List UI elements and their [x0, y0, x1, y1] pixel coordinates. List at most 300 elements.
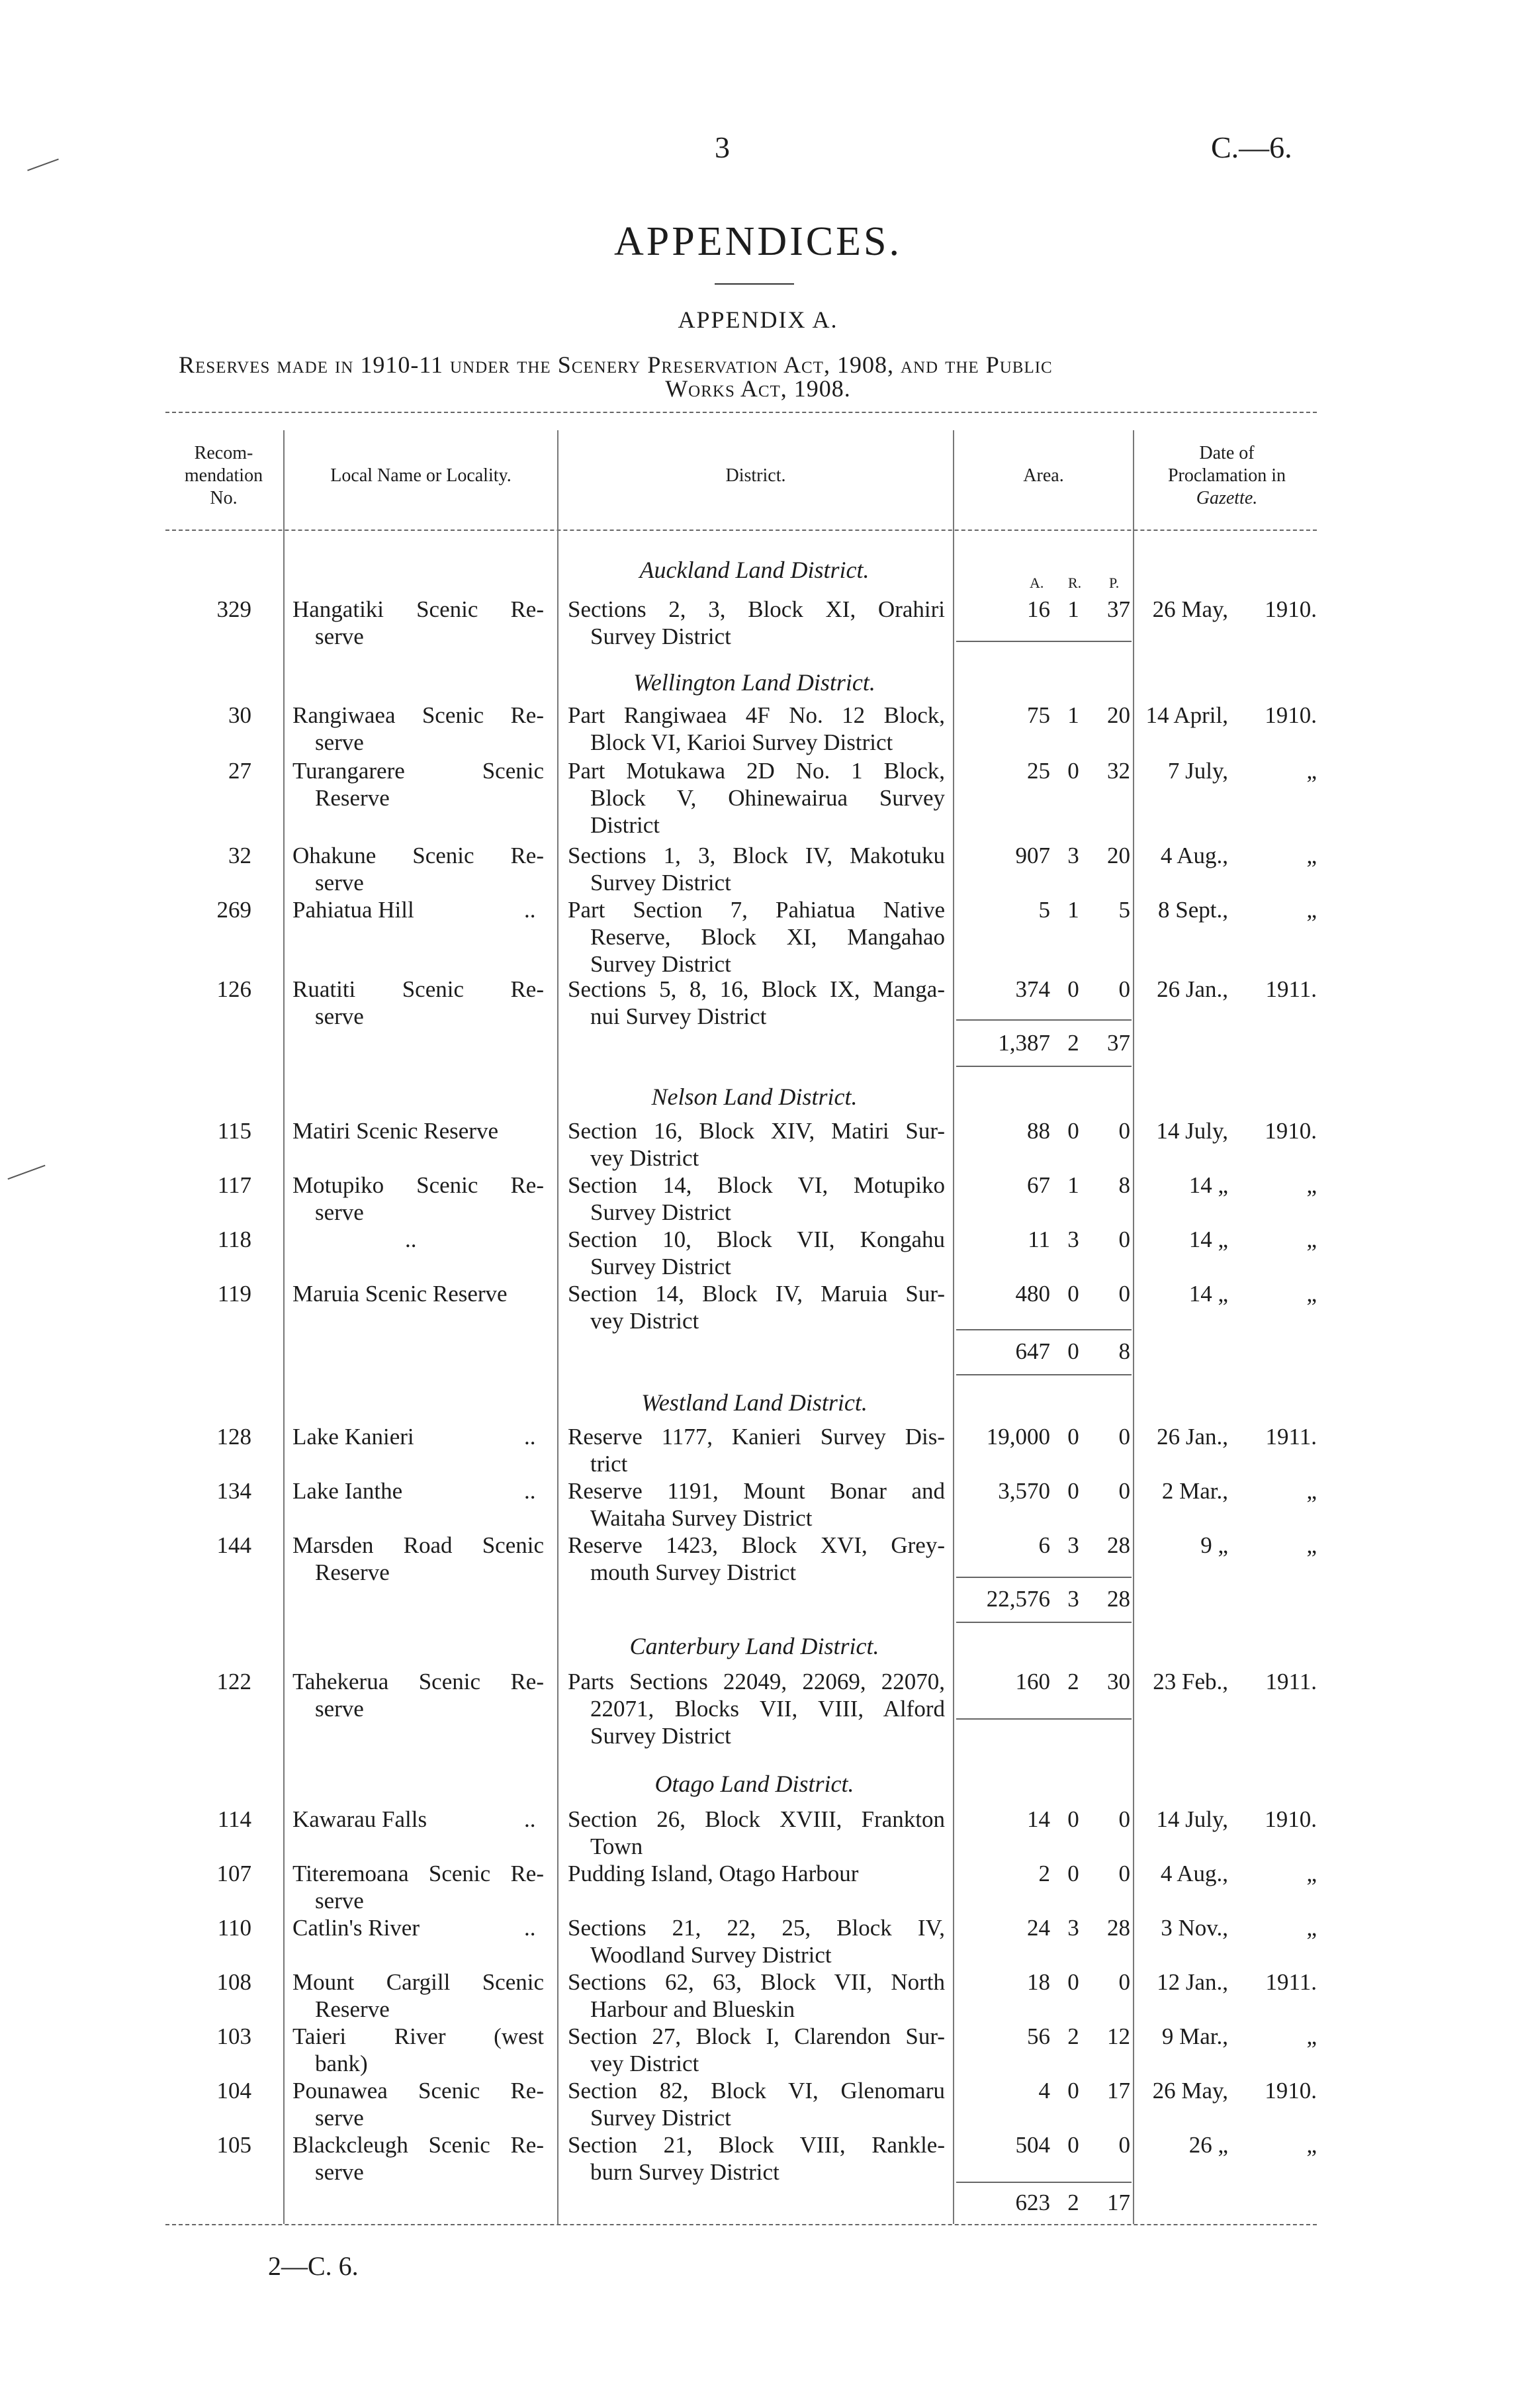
area-roods: 0 — [1067, 1861, 1079, 1886]
proclamation-year: 1910. — [1265, 1118, 1317, 1144]
recommendation-number: 128 — [216, 1424, 251, 1450]
margin-mark — [7, 1165, 45, 1180]
district-line: Survey District — [590, 2105, 731, 2131]
area-acres: 14 — [1027, 1806, 1050, 1832]
area-roods: 0 — [1067, 758, 1079, 784]
leader-dots: .. — [524, 1806, 536, 1832]
district-line: trict — [590, 1451, 628, 1477]
locality-line: Turangarere Scenic — [292, 758, 544, 784]
leader-dots: .. — [524, 1915, 536, 1941]
district-line: District — [590, 812, 660, 838]
district-description — [568, 702, 945, 756]
header-bottom-rule — [165, 530, 1317, 531]
recommendation-number: 126 — [216, 976, 251, 1002]
total-rule — [956, 1718, 1132, 1720]
proclamation-year: 1911. — [1265, 1669, 1317, 1694]
area-perches: 0 — [1118, 2132, 1130, 2158]
proclamation-year: 1910. — [1265, 2078, 1317, 2104]
area-acres: 88 — [1027, 1118, 1050, 1144]
locality-line: Lake Ianthe — [292, 1478, 403, 1504]
locality-line: Ruatiti Scenic Re- — [292, 976, 544, 1002]
district-line: Part Section 7, Pahiatua Native — [568, 897, 945, 923]
area-perches: 37 — [1107, 596, 1130, 622]
district-line: Parts Sections 22049, 22069, 22070, — [568, 1669, 945, 1694]
locality-name — [292, 1117, 544, 1144]
locality-line: serve — [315, 2105, 364, 2131]
total-perches: 28 — [1107, 1586, 1130, 1612]
area-acres: 5 — [1038, 897, 1050, 923]
district-line: Survey District — [590, 624, 731, 649]
locality-name — [292, 1806, 544, 1833]
district-line: Reserve, Block XI, Mangahao — [590, 924, 945, 950]
area-acres: 24 — [1027, 1915, 1050, 1941]
proclamation-date: 4 Aug., — [1160, 843, 1228, 868]
district-description — [568, 1806, 945, 1860]
locality-line: Titeremoana Scenic Re- — [292, 1861, 544, 1886]
locality-name — [292, 2131, 544, 2186]
locality-line: serve — [315, 624, 364, 649]
district-line: Block VI, Karioi Survey District — [590, 729, 893, 755]
district-description — [568, 1532, 945, 1586]
title-rule — [715, 283, 794, 285]
area-roods: 3 — [1067, 843, 1079, 868]
column-separator — [953, 430, 954, 2224]
locality-line: serve — [315, 729, 364, 755]
district-line: Sections 5, 8, 16, Block IX, Manga- — [568, 976, 945, 1002]
header-locality: Local Name or Locality. — [330, 465, 512, 486]
district-description — [568, 1860, 945, 1887]
column-separator — [1133, 430, 1134, 2224]
locality-line: serve — [315, 1199, 364, 1225]
unit-roods: R. — [1068, 575, 1082, 591]
proclamation-year: „ — [1306, 758, 1317, 784]
total-perches: 8 — [1118, 1338, 1130, 1364]
area-acres: 11 — [1028, 1227, 1050, 1252]
locality-line: serve — [315, 2159, 364, 2185]
proclamation-year: „ — [1306, 1478, 1317, 1504]
district-line: Woodland Survey District — [590, 1942, 832, 1968]
total-roods: 0 — [1067, 1338, 1079, 1364]
proclamation-date: 9 Mar., — [1161, 2023, 1228, 2049]
district-line: Section 16, Block XIV, Matiri Sur- — [568, 1118, 945, 1144]
district-line: vey District — [590, 1308, 699, 1334]
district-description — [568, 842, 945, 896]
unit-perches: P. — [1109, 575, 1120, 591]
area-perches: 20 — [1107, 702, 1130, 728]
proclamation-year: „ — [1306, 1861, 1317, 1886]
recommendation-number: 32 — [228, 843, 251, 868]
caption-line-1: Reserves made in 1910-11 under the Scenery Preservation Act, 1908, and the Public — [179, 351, 1053, 378]
district-line: Section 21, Block VIII, Rankle- — [568, 2132, 945, 2158]
column-separator — [557, 430, 558, 2224]
total-acres: 623 — [1015, 2190, 1050, 2215]
district-line: Survey District — [590, 951, 731, 977]
page-number: 3 — [715, 130, 730, 164]
proclamation-year: 1910. — [1265, 596, 1317, 622]
area-perches: 5 — [1118, 897, 1130, 923]
recommendation-number: 114 — [217, 1806, 251, 1832]
area-roods: 0 — [1067, 976, 1079, 1002]
locality-name — [292, 702, 544, 756]
total-rule — [956, 1577, 1132, 1578]
locality-name — [292, 596, 544, 650]
locality-line: Lake Kanieri — [292, 1424, 414, 1450]
table-bottom-rule — [165, 2224, 1317, 2225]
area-acres: 67 — [1027, 1172, 1050, 1198]
area-perches: 32 — [1107, 758, 1130, 784]
total-perches: 17 — [1107, 2190, 1130, 2215]
total-rule — [956, 1374, 1132, 1375]
proclamation-date: 23 Feb., — [1153, 1669, 1228, 1694]
area-perches: 0 — [1118, 1806, 1130, 1832]
area-perches: 0 — [1118, 1118, 1130, 1144]
area-roods: 0 — [1067, 1806, 1079, 1832]
page-footer: 2—C. 6. — [268, 2251, 359, 2281]
district-line: vey District — [590, 1145, 699, 1171]
recommendation-number: 27 — [228, 758, 251, 784]
locality-name — [292, 1280, 544, 1307]
district-description — [568, 757, 945, 839]
leader-dots: .. — [405, 1227, 417, 1252]
recommendation-number: 30 — [228, 702, 251, 728]
area-acres: 56 — [1027, 2023, 1050, 2049]
total-acres: 1,387 — [998, 1030, 1050, 1056]
district-line: burn Survey District — [590, 2159, 780, 2185]
district-description — [568, 1226, 945, 1280]
area-perches: 28 — [1107, 1915, 1130, 1941]
locality-line: serve — [315, 1888, 364, 1914]
recommendation-number: 115 — [217, 1118, 251, 1144]
locality-line: Matiri Scenic Reserve — [292, 1118, 499, 1144]
locality-name — [292, 1172, 544, 1226]
total-rule — [956, 1622, 1132, 1623]
locality-name — [292, 1423, 544, 1450]
area-roods: 1 — [1067, 702, 1079, 728]
proclamation-date: 14 April, — [1145, 702, 1228, 728]
total-rule — [956, 1329, 1132, 1330]
district-description — [568, 1914, 945, 1968]
area-perches: 0 — [1118, 976, 1130, 1002]
proclamation-year: 1910. — [1265, 1806, 1317, 1832]
locality-line: Pounawea Scenic Re- — [292, 2078, 544, 2104]
district-line: Pudding Island, Otago Harbour — [568, 1861, 859, 1886]
proclamation-date: 14 July, — [1156, 1118, 1228, 1144]
leader-dots: .. — [524, 897, 536, 923]
proclamation-date: 26 May, — [1152, 596, 1228, 622]
locality-line: serve — [315, 870, 364, 896]
total-acres: 22,576 — [986, 1586, 1050, 1612]
district-line: Section 27, Block I, Clarendon Sur- — [568, 2023, 945, 2049]
proclamation-year: „ — [1306, 1532, 1317, 1558]
district-description — [568, 596, 945, 650]
area-acres: 907 — [1015, 843, 1050, 868]
district-line: vey District — [590, 2051, 699, 2076]
area-perches: 12 — [1107, 2023, 1130, 2049]
total-rule — [956, 1019, 1132, 1021]
proclamation-date: 14 July, — [1156, 1806, 1228, 1832]
district-line: Sections 62, 63, Block VII, North — [568, 1969, 945, 1995]
area-roods: 2 — [1067, 1669, 1079, 1694]
area-acres: 75 — [1027, 702, 1050, 728]
proclamation-date: 9 „ — [1200, 1532, 1228, 1558]
district-heading: Westland Land District. — [641, 1389, 868, 1416]
district-line: Survey District — [590, 1199, 731, 1225]
district-description — [568, 976, 945, 1030]
district-line: Reserve 1177, Kanieri Survey Dis- — [568, 1424, 945, 1450]
recommendation-number: 269 — [216, 897, 251, 923]
area-acres: 3,570 — [998, 1478, 1050, 1504]
area-roods: 0 — [1067, 1424, 1079, 1450]
locality-name — [292, 1914, 544, 1941]
recommendation-number: 122 — [216, 1669, 251, 1694]
total-roods: 2 — [1067, 1030, 1079, 1056]
area-perches: 8 — [1118, 1172, 1130, 1198]
area-roods: 3 — [1067, 1532, 1079, 1558]
locality-line: Kawarau Falls — [292, 1806, 427, 1832]
locality-name — [292, 2077, 544, 2131]
locality-line: serve — [315, 1003, 364, 1029]
area-roods: 0 — [1067, 1969, 1079, 1995]
district-line: nui Survey District — [590, 1003, 767, 1029]
district-line: Survey District — [590, 1254, 731, 1279]
area-roods: 0 — [1067, 2132, 1079, 2158]
locality-line: Ohakune Scenic Re- — [292, 843, 544, 868]
proclamation-year: „ — [1306, 1915, 1317, 1941]
district-heading: Canterbury Land District. — [629, 1633, 879, 1659]
total-roods: 3 — [1067, 1586, 1079, 1612]
recommendation-number: 134 — [216, 1478, 251, 1504]
proclamation-year: 1911. — [1265, 1969, 1317, 1995]
document-reference: C.—6. — [1211, 130, 1292, 164]
header-date: Date of Proclamation in Gazette. — [1167, 443, 1286, 508]
total-acres: 647 — [1015, 1338, 1050, 1364]
locality-name — [292, 1860, 544, 1914]
area-acres: 18 — [1027, 1969, 1050, 1995]
recommendation-number: 144 — [216, 1532, 251, 1558]
area-roods: 2 — [1067, 2023, 1079, 2049]
recommendation-number: 108 — [216, 1969, 251, 1995]
area-perches: 30 — [1107, 1669, 1130, 1694]
district-description — [568, 1423, 945, 1477]
district-line: Sections 21, 22, 25, Block IV, — [568, 1915, 945, 1941]
district-description — [568, 1117, 945, 1172]
recommendation-number: 329 — [216, 596, 251, 622]
area-acres: 19,000 — [986, 1424, 1050, 1450]
district-description — [568, 1968, 945, 2023]
district-description — [568, 1172, 945, 1226]
proclamation-year: „ — [1306, 843, 1317, 868]
area-perches: 20 — [1107, 843, 1130, 868]
proclamation-date: 26 May, — [1152, 2078, 1228, 2104]
proclamation-year: 1910. — [1265, 702, 1317, 728]
total-rule — [956, 2182, 1132, 2183]
proclamation-year: „ — [1306, 2023, 1317, 2049]
district-description — [568, 2131, 945, 2186]
locality-line: Mount Cargill Scenic — [292, 1969, 544, 1995]
area-roods: 0 — [1067, 1118, 1079, 1144]
proclamation-date: 2 Mar., — [1161, 1478, 1228, 1504]
area-perches: 28 — [1107, 1532, 1130, 1558]
proclamation-year: 1911. — [1265, 976, 1317, 1002]
proclamation-date: 26 „ — [1188, 2132, 1228, 2158]
area-roods: 1 — [1067, 897, 1079, 923]
appendix-heading: APPENDIX A. — [678, 306, 838, 333]
proclamation-date: 3 Nov., — [1161, 1915, 1228, 1941]
header-district: District. — [725, 465, 786, 486]
district-heading: Wellington Land District. — [633, 669, 875, 696]
locality-name — [292, 1532, 544, 1586]
area-roods: 1 — [1067, 1172, 1079, 1198]
locality-line: bank) — [315, 2051, 368, 2076]
leader-dots: .. — [524, 1424, 536, 1450]
entry-rule — [956, 641, 1132, 642]
margin-mark — [27, 159, 59, 171]
locality-name — [292, 757, 544, 811]
locality-name — [292, 1668, 544, 1722]
district-line: Part Rangiwaea 4F No. 12 Block, — [568, 702, 945, 728]
district-line: Sections 2, 3, Block XI, Orahiri — [568, 596, 945, 622]
caption-line-2: Works Act, 1908. — [665, 375, 851, 402]
area-roods: 3 — [1067, 1915, 1079, 1941]
district-line: Survey District — [590, 870, 731, 896]
district-description — [568, 1477, 945, 1532]
recommendation-number: 104 — [216, 2078, 251, 2104]
proclamation-year: 1911. — [1265, 1424, 1317, 1450]
area-perches: 0 — [1118, 1969, 1130, 1995]
recommendation-number: 107 — [216, 1861, 251, 1886]
district-line: Reserve 1191, Mount Bonar and — [568, 1478, 945, 1504]
locality-line: Reserve — [315, 1559, 390, 1585]
district-description — [568, 1280, 945, 1334]
proclamation-date: 4 Aug., — [1160, 1861, 1228, 1886]
locality-name — [292, 896, 544, 923]
district-line: Part Motukawa 2D No. 1 Block, — [568, 758, 945, 784]
locality-line: Catlin's River — [292, 1915, 420, 1941]
area-acres: 160 — [1015, 1669, 1050, 1694]
area-acres: 6 — [1038, 1532, 1050, 1558]
locality-line: Motupiko Scenic Re- — [292, 1172, 544, 1198]
leader-dots: .. — [524, 1478, 536, 1504]
recommendation-number: 110 — [217, 1915, 251, 1941]
district-heading: Otago Land District. — [654, 1771, 854, 1797]
district-line: Section 26, Block XVIII, Frankton — [568, 1806, 945, 1832]
proclamation-date: 26 Jan., — [1157, 1424, 1228, 1450]
district-line: Block V, Ohinewairua Survey — [590, 785, 945, 811]
proclamation-year: „ — [1306, 897, 1317, 923]
proclamation-year: „ — [1306, 1227, 1317, 1252]
area-perches: 0 — [1118, 1227, 1130, 1252]
proclamation-date: 14 „ — [1188, 1172, 1228, 1198]
recommendation-number: 103 — [216, 2023, 251, 2049]
proclamation-date: 14 „ — [1188, 1227, 1228, 1252]
proclamation-date: 26 Jan., — [1157, 976, 1228, 1002]
district-line: Harbour and Blueskin — [590, 1996, 795, 2022]
area-acres: 2 — [1038, 1861, 1050, 1886]
column-separator — [283, 430, 285, 2224]
district-line: Town — [590, 1833, 643, 1859]
district-line: Section 10, Block VII, Kongahu — [568, 1227, 945, 1252]
header-area: Area. — [1023, 465, 1064, 486]
locality-line: Reserve — [315, 1996, 390, 2022]
district-line: Section 14, Block IV, Maruia Sur- — [568, 1281, 945, 1307]
proclamation-date: 14 „ — [1188, 1281, 1228, 1307]
district-line: Survey District — [590, 1723, 731, 1749]
district-heading: Nelson Land District. — [651, 1084, 858, 1110]
area-perches: 0 — [1118, 1478, 1130, 1504]
area-perches: 17 — [1107, 2078, 1130, 2104]
locality-name — [292, 1477, 544, 1505]
area-roods: 0 — [1067, 1281, 1079, 1307]
locality-name — [292, 842, 544, 896]
district-line: Reserve 1423, Block XVI, Grey- — [568, 1532, 945, 1558]
locality-line: serve — [315, 1696, 364, 1722]
page-title: APPENDICES. — [613, 219, 902, 264]
header-recommendation: Recom- mendation No. — [184, 443, 263, 508]
recommendation-number: 118 — [217, 1227, 251, 1252]
proclamation-date: 8 Sept., — [1158, 897, 1228, 923]
area-roods: 0 — [1067, 2078, 1079, 2104]
proclamation-year: „ — [1306, 2132, 1317, 2158]
recommendation-number: 117 — [217, 1172, 251, 1198]
table-top-rule — [165, 412, 1317, 413]
total-rule — [956, 1066, 1132, 1067]
locality-name — [292, 1968, 544, 2023]
district-description — [568, 1668, 945, 1749]
area-acres: 374 — [1015, 976, 1050, 1002]
recommendation-number: 119 — [217, 1281, 251, 1307]
district-heading: Auckland Land District. — [639, 557, 869, 583]
locality-line: Blackcleugh Scenic Re- — [292, 2132, 544, 2158]
district-line: 22071, Blocks VII, VIII, Alford — [590, 1696, 945, 1722]
proclamation-date: 12 Jan., — [1157, 1969, 1228, 1995]
locality-name — [292, 2023, 544, 2077]
district-line: Sections 1, 3, Block IV, Makotuku — [568, 843, 945, 868]
area-acres: 16 — [1027, 596, 1050, 622]
area-acres: 25 — [1027, 758, 1050, 784]
district-line: Section 82, Block VI, Glenomaru — [568, 2078, 945, 2104]
recommendation-number: 105 — [216, 2132, 251, 2158]
locality-line: Maruia Scenic Reserve — [292, 1281, 508, 1307]
locality-line: Rangiwaea Scenic Re- — [292, 702, 544, 728]
district-line: mouth Survey District — [590, 1559, 797, 1585]
proclamation-date: 7 July, — [1167, 758, 1228, 784]
district-line: Waitaha Survey District — [590, 1505, 813, 1531]
area-acres: 480 — [1015, 1281, 1050, 1307]
locality-line: Pahiatua Hill — [292, 897, 414, 923]
area-perches: 0 — [1118, 1281, 1130, 1307]
proclamation-year: „ — [1306, 1172, 1317, 1198]
district-description — [568, 896, 945, 978]
unit-acres: A. — [1030, 575, 1044, 591]
total-perches: 37 — [1107, 1030, 1130, 1056]
area-acres: 504 — [1015, 2132, 1050, 2158]
locality-line: Reserve — [315, 785, 390, 811]
area-roods: 1 — [1067, 596, 1079, 622]
district-description — [568, 2077, 945, 2131]
locality-line: Tahekerua Scenic Re- — [292, 1669, 544, 1694]
locality-line: Marsden Road Scenic — [292, 1532, 544, 1558]
area-roods: 3 — [1067, 1227, 1079, 1252]
area-roods: 0 — [1067, 1478, 1079, 1504]
area-perches: 0 — [1118, 1424, 1130, 1450]
locality-name — [292, 976, 544, 1030]
area-acres: 4 — [1038, 2078, 1050, 2104]
district-line: Section 14, Block VI, Motupiko — [568, 1172, 945, 1198]
proclamation-year: „ — [1306, 1281, 1317, 1307]
area-perches: 0 — [1118, 1861, 1130, 1886]
total-roods: 2 — [1067, 2190, 1079, 2215]
locality-line: Taieri River (west — [292, 2023, 544, 2049]
